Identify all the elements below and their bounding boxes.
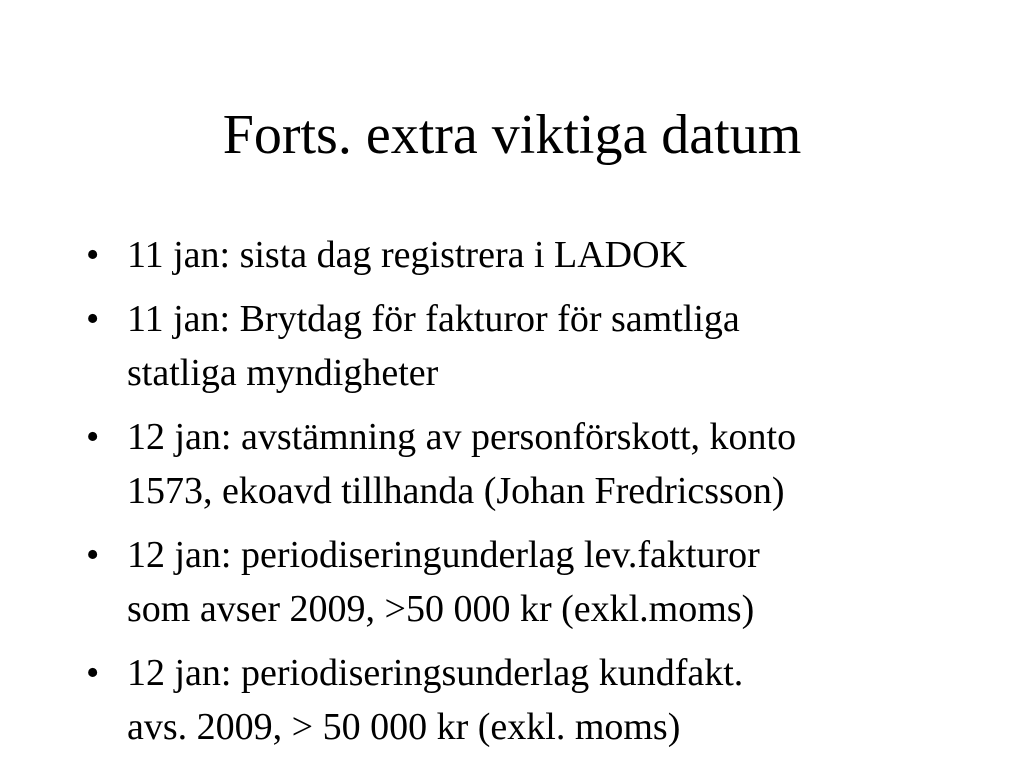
bullet-icon: • <box>86 534 100 576</box>
bullet-line: avs. 2009, > 50 000 kr (exkl. moms) <box>127 706 681 748</box>
bullet-line: 12 jan: avstämning av personförskott, konto <box>127 416 797 458</box>
bullet-line: statliga myndigheter <box>127 352 439 394</box>
bullet-list <box>86 228 996 764</box>
bullet-text <box>127 528 996 636</box>
bullet-item <box>86 528 996 636</box>
bullet-item <box>86 646 996 754</box>
bullet-line: 12 jan: periodiseringsunderlag kundfakt. <box>127 652 744 694</box>
bullet-line: 11 jan: Brytdag för fakturor för samtliga <box>127 298 740 340</box>
bullet-icon: • <box>86 234 100 276</box>
bullet-item <box>86 228 996 282</box>
bullet-text <box>127 228 996 282</box>
bullet-line: 11 jan: sista dag registrera i LADOK <box>127 234 687 276</box>
bullet-icon: • <box>86 652 100 694</box>
bullet-item <box>86 292 996 400</box>
bullet-text <box>127 410 996 518</box>
bullet-item <box>86 410 996 518</box>
bullet-line: 1573, ekoavd tillhanda (Johan Fredricsson) <box>127 470 785 512</box>
bullet-line: 12 jan: periodiseringunderlag lev.fakturor <box>127 534 760 576</box>
bullet-text <box>127 646 996 754</box>
bullet-icon: • <box>86 416 100 458</box>
slide-title: Forts. extra viktiga datum <box>222 104 802 166</box>
bullet-line: som avser 2009, >50 000 kr (exkl.moms) <box>127 588 755 630</box>
bullet-icon: • <box>86 298 100 340</box>
bullet-text <box>127 292 996 400</box>
